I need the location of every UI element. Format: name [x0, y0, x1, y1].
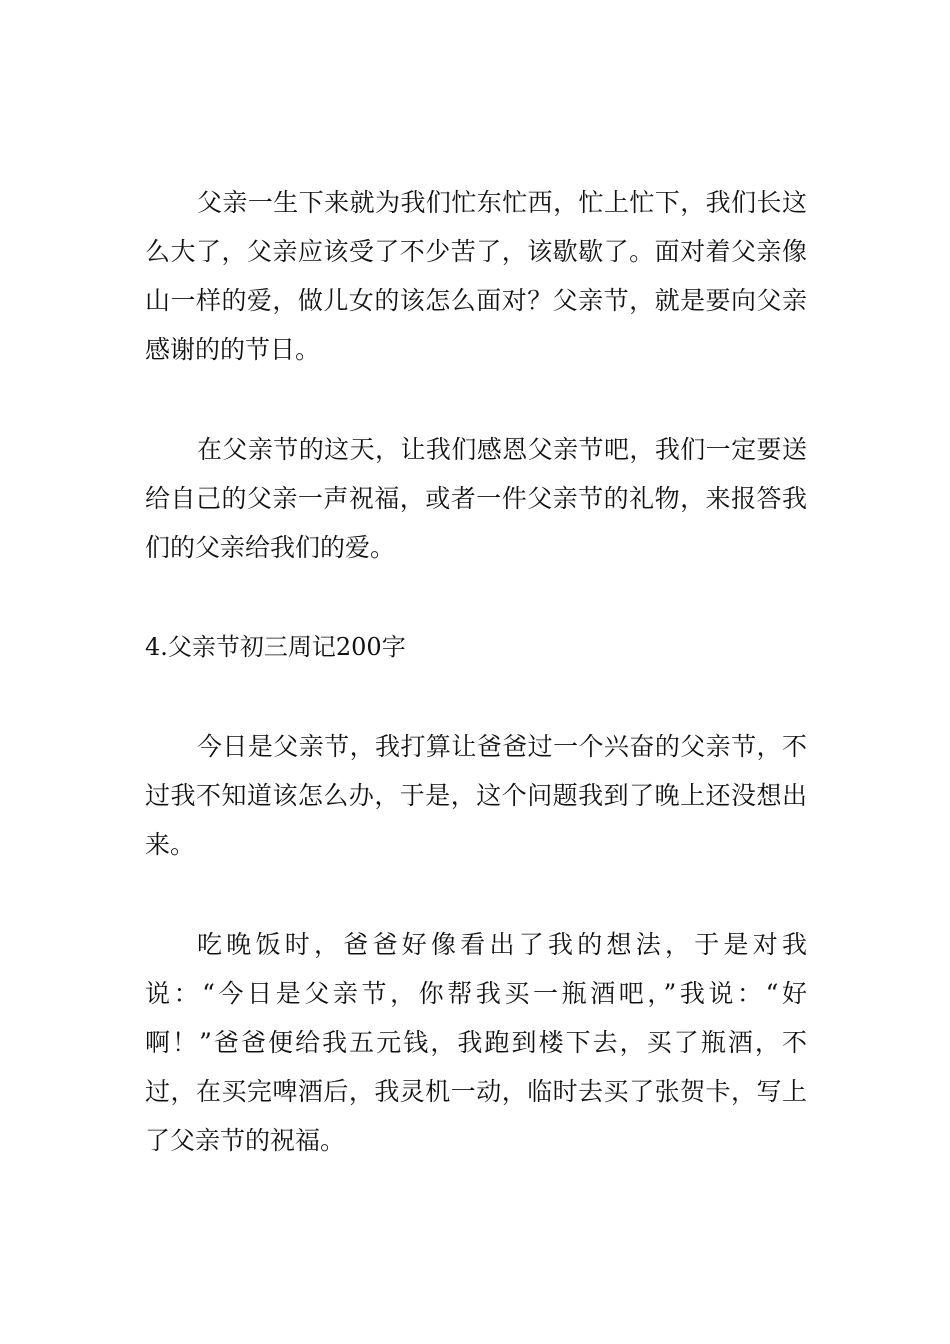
paragraph-fathers-day-plan: 今日是父亲节，我打算让爸爸过一个兴奋的父亲节，不过我不知道该怎么办，于是，这个问题我到了晚上还没想出来。	[145, 732, 807, 859]
paragraph-fathers-day-thanks: 在父亲节的这天，让我们感恩父亲节吧，我们一定要送给自己的父亲一声祝福，或者一件父亲节的礼物，来报答我们的父亲给我们的爱。	[145, 435, 807, 562]
section-heading: 4.父亲节初三周记200字	[145, 633, 406, 661]
paragraph-father-effort: 父亲一生下来就为我们忙东忙西，忙上忙下，我们长这么大了，父亲应该受了不少苦了，该歇歇了。面对着父亲像山一样的爱，做儿女的该怎么面对？父亲节，就是要向父亲感谢的的节日。	[145, 188, 807, 364]
paragraph-dinner-story: 吃晚饭时，爸爸好像看出了我的想法，于是对我说：“今日是父亲节，你帮我买一瓶酒吧，”我说：“好啊！”爸爸便给我五元钱，我跑到楼下去，买了瓶酒，不过，在买完啤酒后，我灵机一动，临时去买了张贺卡，写上了父亲节的祝福。	[145, 930, 807, 1155]
